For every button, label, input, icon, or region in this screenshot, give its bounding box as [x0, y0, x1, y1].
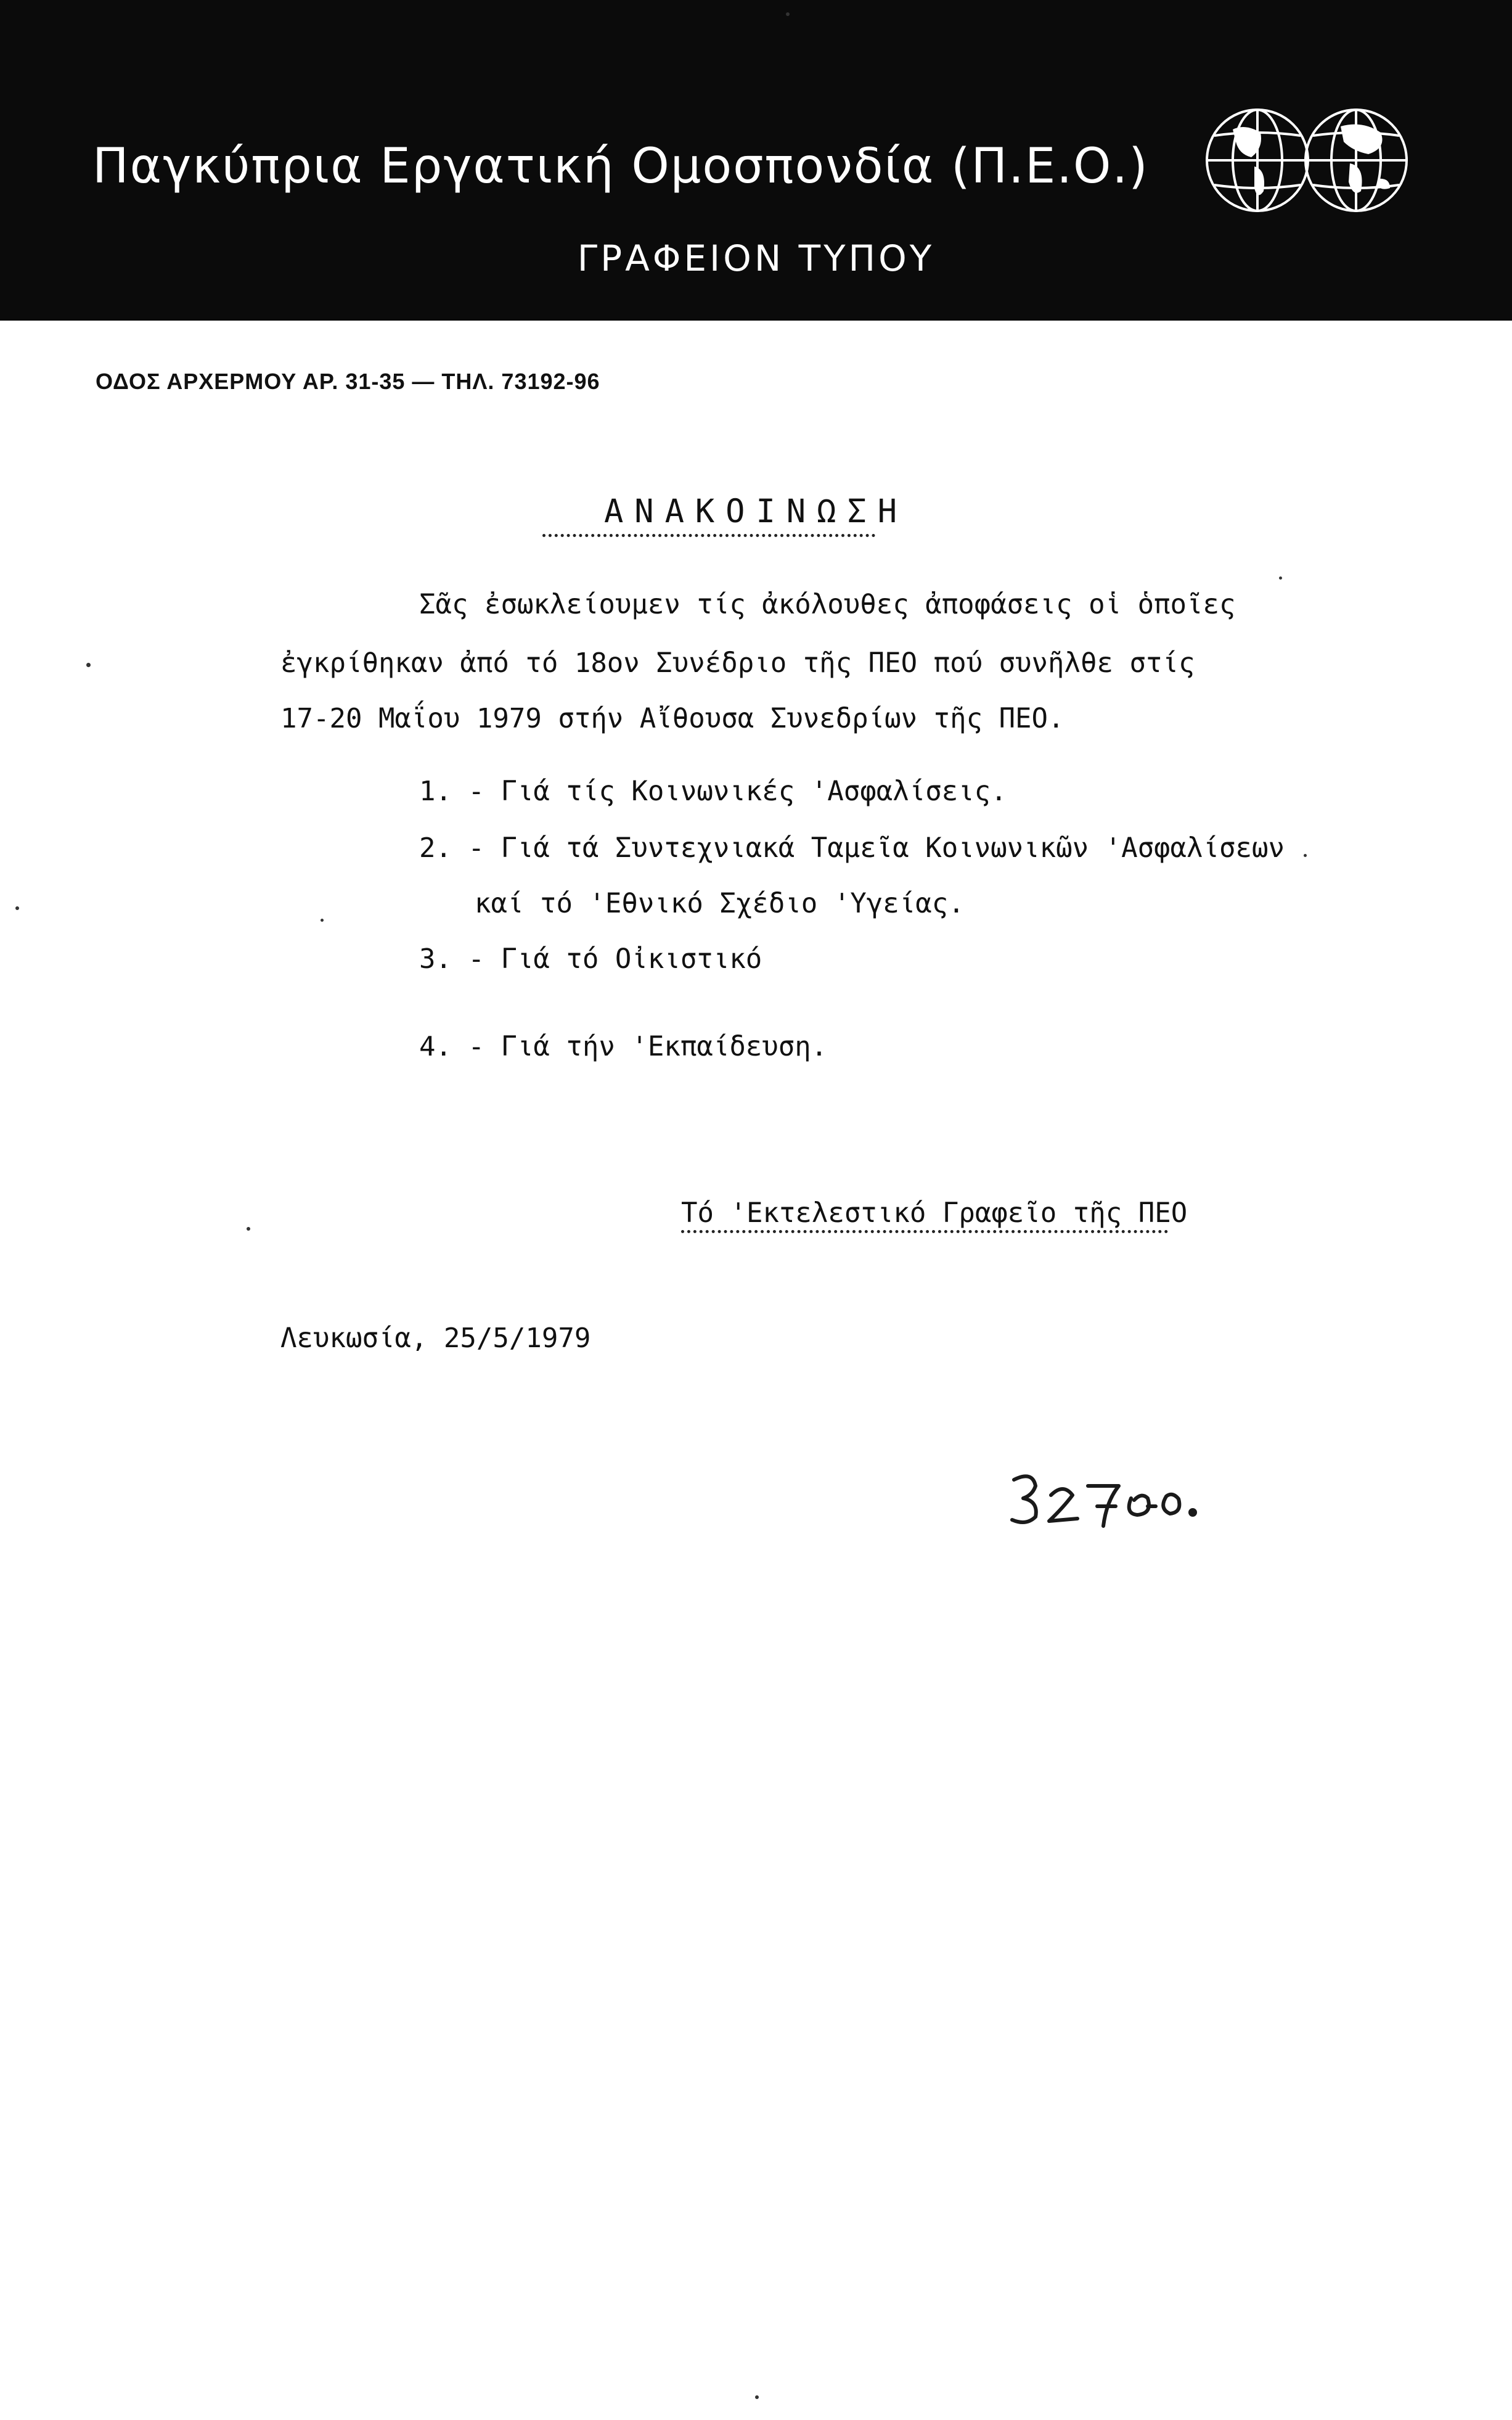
organization-name: Παγκύπρια Εργατική Ομοσπονδία (Π.Ε.Ο.) — [92, 139, 1149, 194]
address-line: ΟΔΟΣ ΑΡΧΕΡΜΟΥ ΑΡ. 31-35 — ΤΗΛ. 73192-96 — [96, 369, 600, 394]
decision-item: καί τό 'Εθνικό Σχέδιο 'Υγείας. — [475, 888, 965, 919]
intro-line: Σᾶς ἐσωκλείουμεν τίς ἀκόλουθες ἀποφάσεις οἱ ὁποῖες — [419, 589, 1236, 620]
handwritten-number — [1005, 1464, 1202, 1532]
scan-speck — [86, 663, 91, 667]
decision-item: 3. - Γιά τό Οἰκιστικό — [419, 943, 762, 975]
notice-title: ΑΝΑΚΟΙΝΩΣΗ — [603, 493, 909, 530]
intro-line: 17-20 Μαΐου 1979 στήν Αἴθουσα Συνεδρίων τῆς ΠΕΟ. — [280, 703, 1065, 734]
intro-line: ἐγκρίθηκαν ἀπό τό 18ον Συνέδριο τῆς ΠΕΟ πού συνῆλθε στίς — [280, 647, 1195, 679]
scan-speck — [1279, 576, 1282, 580]
globe-icon — [1202, 99, 1412, 222]
scan-speck — [1304, 854, 1307, 857]
scan-speck — [321, 919, 324, 922]
scan-speck — [15, 906, 19, 910]
signature-underline — [681, 1230, 1168, 1233]
scan-speck — [786, 12, 790, 16]
signature: Τό 'Εκτελεστικό Γραφεῖο τῆς ΠΕΟ — [681, 1197, 1188, 1229]
letterhead-banner — [0, 0, 1512, 321]
decision-item: 2. - Γιά τά Συντεχνιακά Ταμεῖα Κοινωνικῶν 'Ασφαλίσεων — [419, 832, 1285, 864]
scan-speck — [755, 2395, 759, 2399]
title-underline — [542, 534, 875, 537]
scan-speck — [247, 1227, 250, 1231]
place-date: Λευκωσία, 25/5/1979 — [280, 1323, 591, 1354]
decision-item: 1. - Γιά τίς Κοινωνικές 'Ασφαλίσεις. — [419, 776, 1007, 807]
press-office-label: ΓΡΑΦΕΙΟΝ ΤΥΠΟΥ — [577, 237, 935, 279]
decision-item: 4. - Γιά τήν 'Εκπαίδευση. — [419, 1031, 828, 1062]
